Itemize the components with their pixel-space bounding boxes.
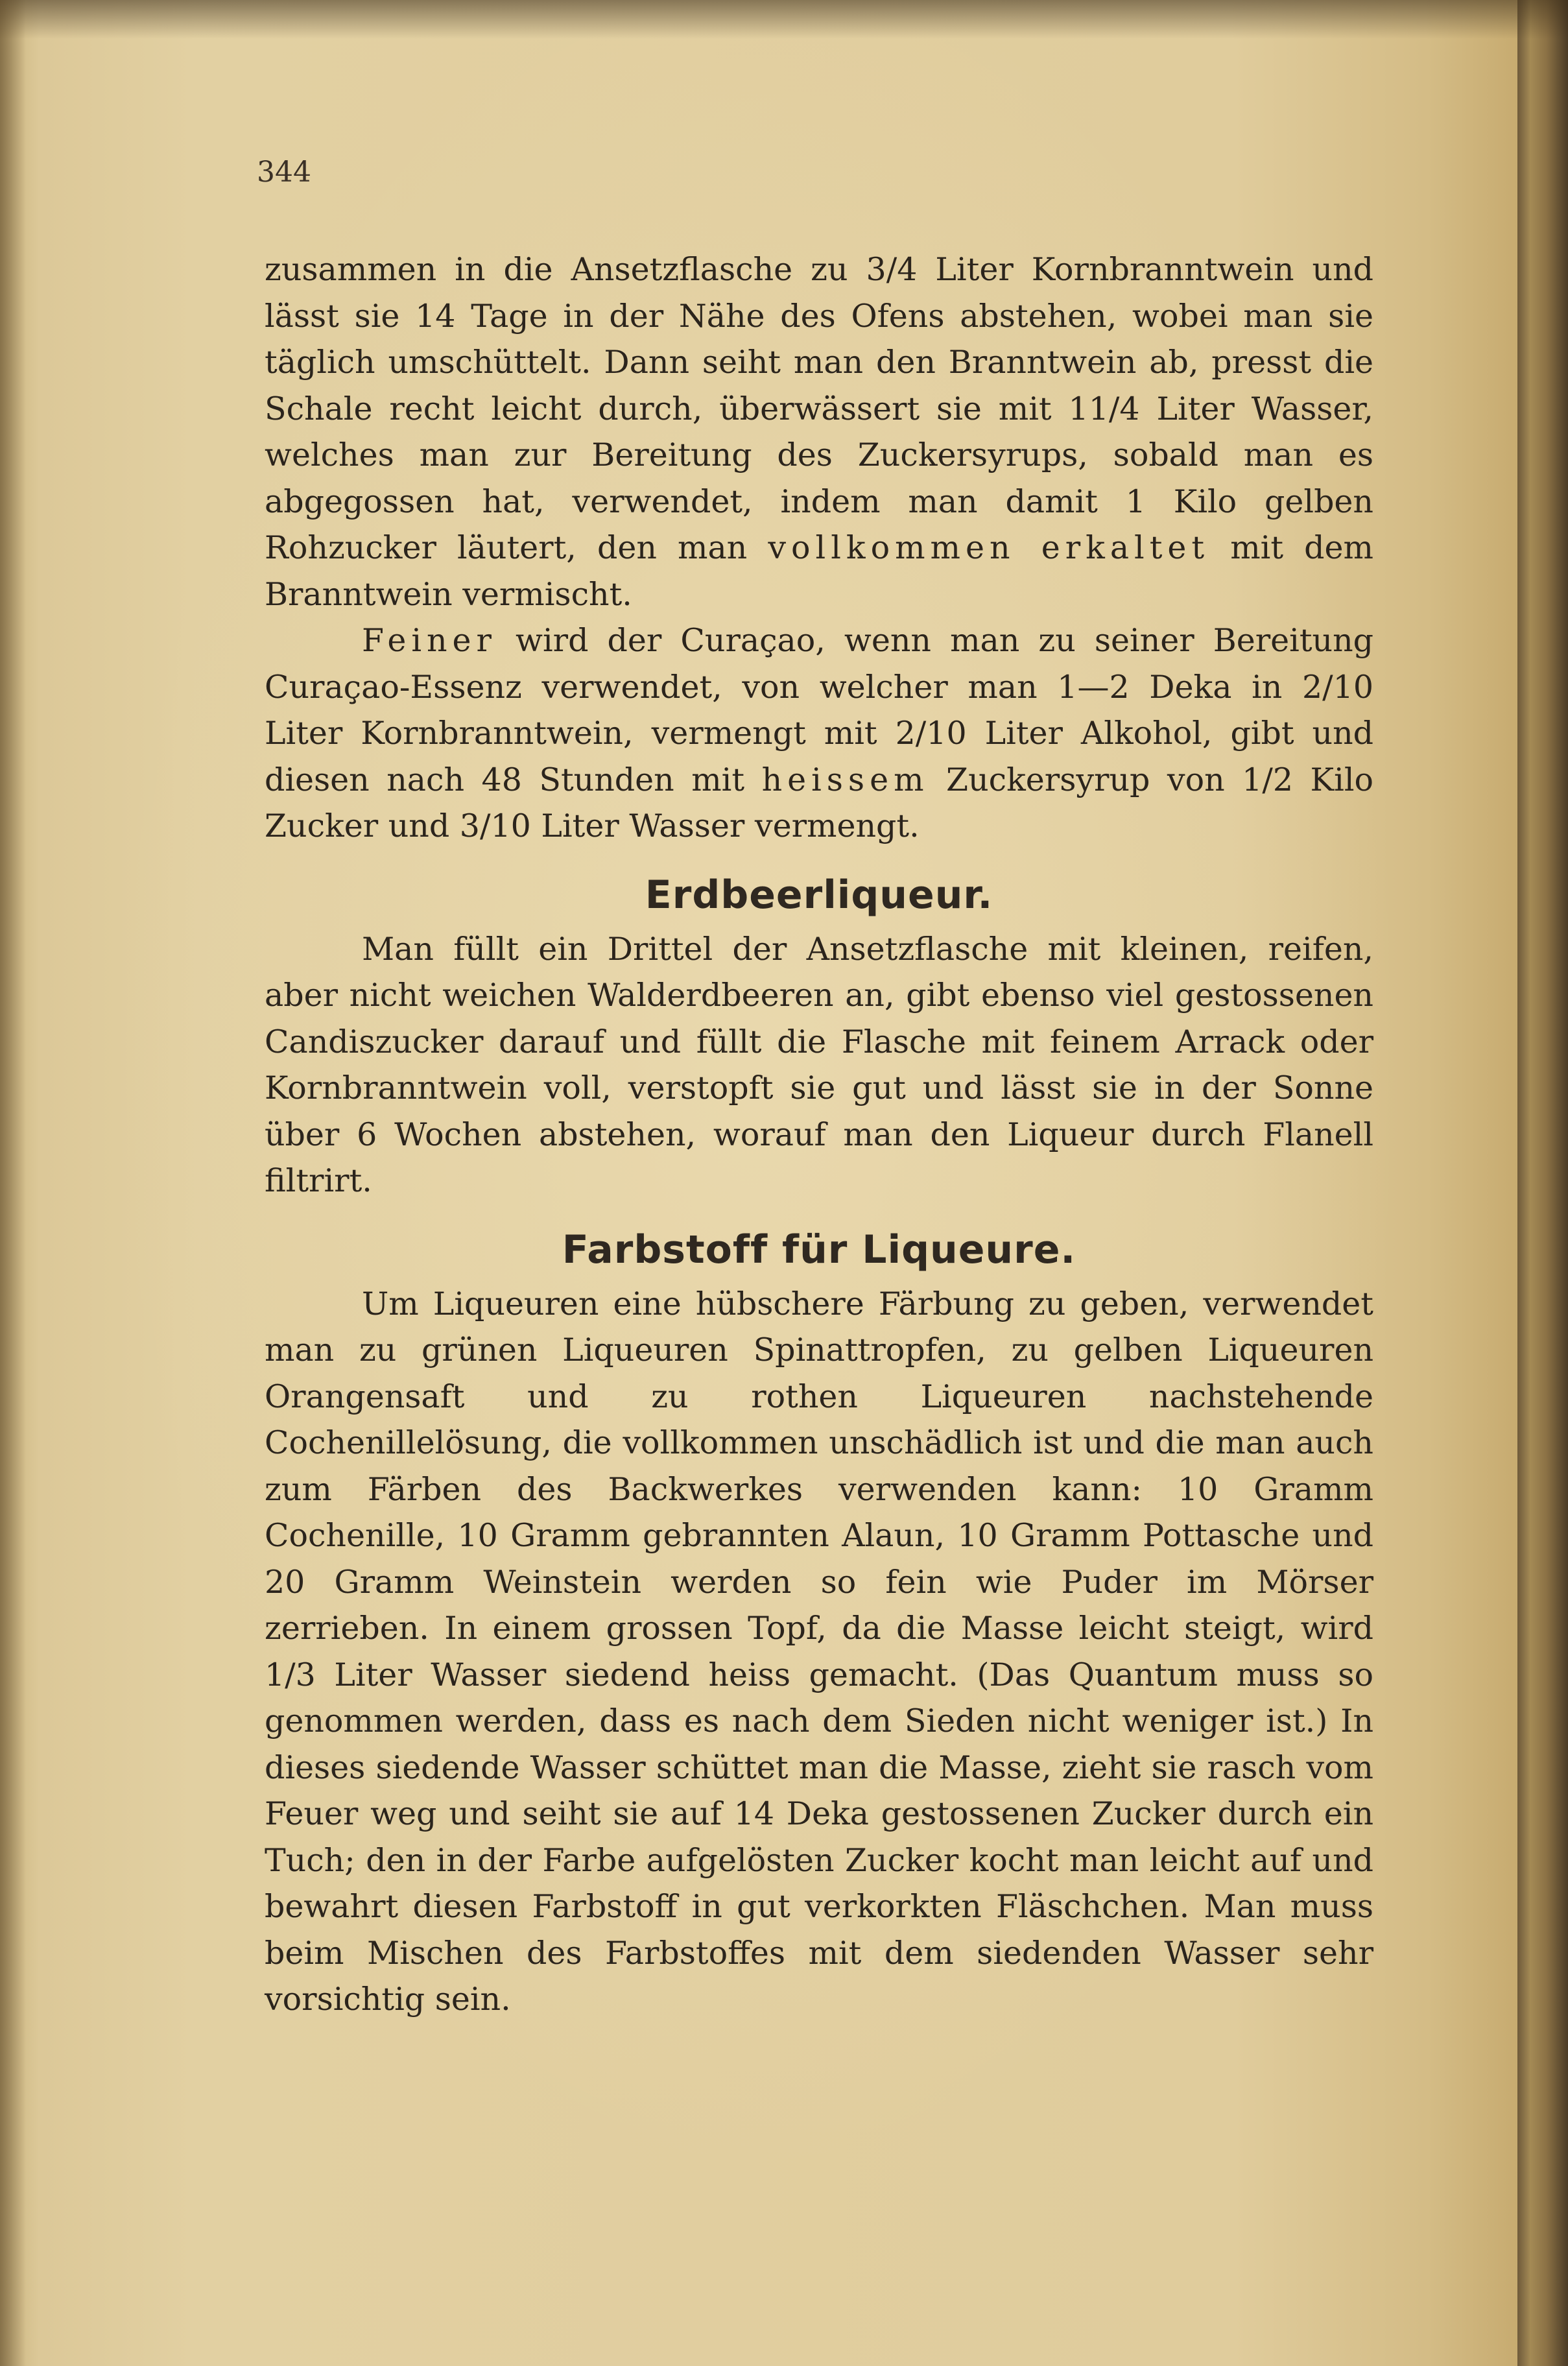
book-spine-edge <box>1517 0 1568 2366</box>
heading-farbstoff: Farbstoff für Liqueure. <box>562 1226 1076 1273</box>
fraction: 1/3 <box>265 1656 316 1693</box>
fraction: 2/10 <box>1301 668 1373 706</box>
top-shadow <box>0 0 1568 39</box>
fraction: 2/10 <box>895 715 967 752</box>
paragraph-erdbeerliqueur: Man füllt ein Drittel der Ansetzflasche mit kleinen, reifen, aber nicht weichen Walderdbeeren an, gibt ebenso viel gestossenen Candiszucker darauf und füllt die Flasche mit feinem Arrack oder Kornbranntwein voll, verstopft sie gut und lässt sie in der Sonne über 6 Wochen abstehen, worauf man den Liqueur durch Flanell filtrirt. <box>265 930 1373 1199</box>
paragraph-farbstoff: Um Liqueuren eine hübschere Färbung zu geben, verwendet man zu grünen Liqueuren Spinattropfen, zu gelben Liqueuren Orangensaft und zu rothen Liqueuren nachstehende Cochenillelösung, die vollkommen unschädlich ist und die man auch zum Färben des Backwerkes verwenden kann: 10 Gramm Cochenille, 10 Gramm gebrannten Alaun, 10 Gramm Pottasche und 20 Gramm Weinstein werden so fein wie Puder im Mörser zerrieben. In einem grossen Topf, da die Masse leicht steigt, wird 1/3 Liter Wasser siedend heiss gemacht. (Das Quantum muss so genommen werden, dass es nach dem Sieden nicht weniger ist.) In dieses siedende Wasser schüttet man die Masse, zieht sie rasch vom Feuer weg und seiht sie auf 14 Deka gestossenen Zucker durch ein Tuch; den in der Farbe aufgelösten Zucker kocht man leicht auf und bewahrt diesen Farbstoff in gut verkorkten Fläschchen. Man muss beim Mischen des Farbstoffes mit dem siedenden Wasser sehr vorsichtig sein. <box>265 1285 1373 2018</box>
fraction: 1/4 <box>1088 390 1140 427</box>
page-number: 344 <box>257 156 311 189</box>
paragraph-curacao-1: zusammen in die Ansetzflasche zu 3/4 Liter Kornbranntwein und lässt sie 14 Tage in der Nähe des Ofens abstehen, wobei man sie täglich umschüttelt. Dann seiht man den Branntwein ab, presst die Schale recht leicht durch, überwässert sie mit 11/4 Liter Wasser, welches man zur Bereitung des Zuckersyrups, sobald man es abgegossen hat, verwendet, indem man damit 1 Kilo gelben Rohzucker läutert, den man vollkommen erkaltet mit dem Branntwein vermischt. <box>265 251 1374 613</box>
emphasis: Feiner <box>362 622 497 659</box>
emphasis: heissem <box>761 761 929 798</box>
emphasis: vollkommen erkaltet <box>768 529 1210 566</box>
fraction: 1/2 <box>1242 761 1294 798</box>
left-shadow <box>0 0 26 2366</box>
heading-erdbeerliqueur: Erdbeerliqueur. <box>645 872 993 918</box>
paragraph-curacao-2: Feiner wird der Curaçao, wenn man zu seiner Bereitung Curaçao-Essenz verwendet, von welcher man 1—2 Deka in 2/10 Liter Kornbranntwein, vermengt mit 2/10 Liter Alkohol, gibt und diesen nach 48 Stunden mit heissem Zuckersyrup von 1/2 Kilo Zucker und 3/10 Liter Wasser vermengt. <box>265 622 1373 844</box>
text-block <box>265 149 1373 2023</box>
fraction: 3/10 <box>459 807 531 844</box>
fraction: 3/4 <box>866 251 918 288</box>
